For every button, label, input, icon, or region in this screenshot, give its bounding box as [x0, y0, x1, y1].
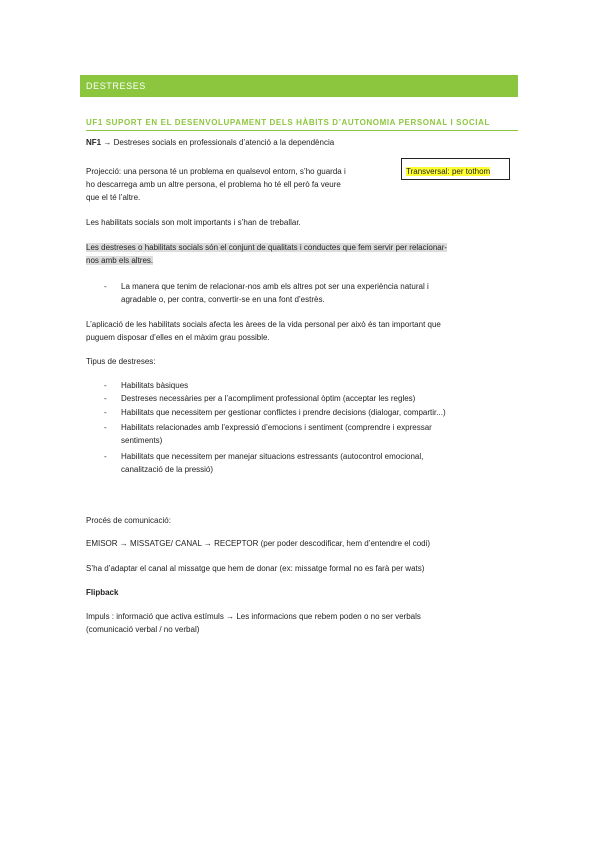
list-item: - Habilitats que necessitem per manejar situacions estressants (autocontrol emocional, canalització de la pressió): [104, 452, 424, 474]
missatge-label: MISSATGE/ CANAL: [130, 539, 202, 548]
arrow-right-icon: →: [203, 539, 212, 548]
projeccio-line-2: ho descarrega amb un altre persona, el problema ho té ell però fa veure: [86, 180, 341, 189]
flipback-label: Flipback: [86, 588, 119, 597]
aplicacio-line-2: puguem disposar d’elles en el màxim grau possible.: [86, 333, 270, 342]
heading-divider: [86, 130, 518, 131]
nf1-line: [86, 137, 516, 149]
banner-title: DESTRESES: [86, 81, 146, 91]
tipus-heading: Tipus de destreses:: [86, 357, 156, 366]
impuls-line-2: (comunicació verbal / no verbal): [86, 625, 200, 634]
transversal-note: [401, 158, 510, 180]
projeccio-line-1: Projecció: una persona té un problema en qualsevol entorn, s’ho guarda i: [86, 167, 346, 176]
manera-line-1: La manera que tenim de relacionar-nos amb els altres pot ser una experiència natural i: [121, 282, 429, 291]
adaptar-line: S’ha d’adaptar el canal al missatge que hem de donar (ex: missatge formal no es farà per wats): [86, 564, 425, 573]
unit-heading: UF1 SUPORT EN EL DESENVOLUPAMENT DELS HÀBITS D’AUTONOMIA PERSONAL I SOCIAL: [86, 118, 490, 127]
aplicacio-line-1: L’aplicació de les habilitats socials afecta les àrees de la vida personal per això és tan important que: [86, 320, 441, 329]
list-item: - Habilitats bàsiques: [104, 381, 189, 390]
projeccio-line-3: que el té l’altre.: [86, 193, 141, 202]
emisor-label: EMISOR: [86, 539, 118, 548]
section-banner: [80, 75, 518, 97]
manera-line-2: agradable o, per contra, convertir-se en una font d’estrès.: [121, 295, 325, 304]
definition-line-1: Les destreses o habilitats socials són el conjunt de qualitats i conductes que fem servir per relacionar-: [86, 243, 448, 252]
definition-line-2: nos amb els altres.: [86, 256, 154, 265]
receptor-label: RECEPTOR (per poder descodificar, hem d’entendre el codi): [214, 539, 431, 548]
proces-heading: Procés de comunicació:: [86, 516, 171, 525]
habilitats-intro: Les habilitats socials son molt importants i s’han de treballar.: [86, 218, 301, 227]
arrow-right-icon: →: [103, 138, 112, 147]
nf1-label: NF1: [86, 138, 102, 147]
impuls-line-1: [86, 611, 518, 623]
arrow-right-icon: →: [226, 612, 235, 621]
dash-bullet: -: [104, 282, 107, 291]
nf1-text: Destreses socials en professionals d’atenció a la dependència: [113, 138, 335, 147]
list-item: - Habilitats que necessitem per gestionar conflictes i prendre decisions (dialogar, compartir...): [104, 408, 446, 417]
list-item: - Destreses necessàries per a l’acompliment professional òptim (acceptar les regles): [104, 394, 416, 403]
impuls-text-2: Les informacions que rebem poden o no ser verbals: [236, 612, 421, 621]
list-item: [104, 281, 514, 307]
list-item: - Habilitats relacionades amb l’expressió d’emocions i sentiment (comprendre i expressar sentiments): [104, 423, 432, 445]
communication-flow: [86, 538, 518, 550]
arrow-right-icon: →: [119, 539, 128, 548]
transversal-label: Transversal: per tothom: [406, 167, 491, 176]
impuls-text: Impuls : informació que activa estímuls: [86, 612, 224, 621]
